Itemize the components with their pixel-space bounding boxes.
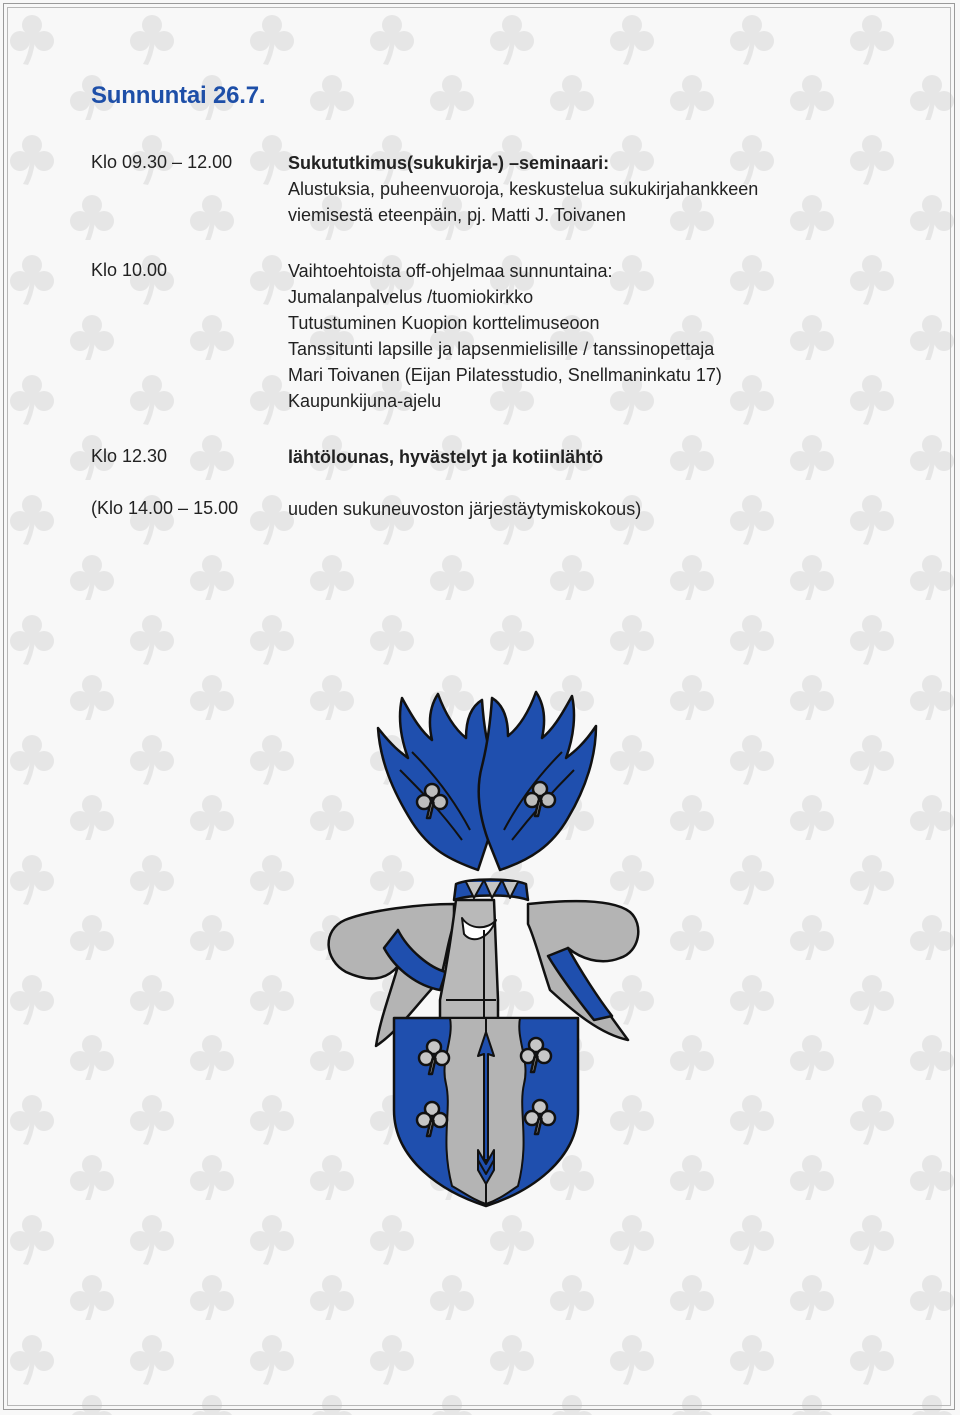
schedule-desc-1 <box>288 150 758 228</box>
schedule-line: viemisestä eteenpäin, pj. Matti J. Toivanen <box>288 205 626 225</box>
schedule-time-3: Klo 12.30 <box>91 446 168 466</box>
schedule-line: Mari Toivanen (Eijan Pilatesstudio, Snellmaninkatu 17) <box>288 365 722 385</box>
schedule-desc-3 <box>288 444 603 470</box>
schedule-title-3: lähtölounas, hyvästelyt ja kotiinlähtö <box>288 447 604 467</box>
schedule-time-2: Klo 10.00 <box>91 260 168 280</box>
schedule-line: Jumalanpalvelus /tuomiokirkko <box>288 287 534 307</box>
schedule-line: Tanssitunti lapsille ja lapsenmielisille / tanssinopettaja <box>288 339 715 359</box>
day-title: Sunnuntai 26.7. <box>91 82 266 109</box>
schedule-title-1: Sukututkimus(sukukirja-) –seminaari: <box>288 153 610 173</box>
schedule-line: Tutustuminen Kuopion korttelimuseoon <box>288 313 600 333</box>
schedule-time-1: Klo 09.30 – 12.00 <box>91 152 233 172</box>
schedule-desc-2 <box>288 258 722 414</box>
schedule-line: Kaupunkijuna-ajelu <box>288 391 442 411</box>
schedule-time-4: (Klo 14.00 – 15.00 <box>91 498 239 518</box>
schedule-line: Alustuksia, puheenvuoroja, keskustelua sukukirjahankkeen <box>288 179 759 199</box>
schedule-line: Vaihtoehtoista off-ohjelmaa sunnuntaina: <box>288 261 613 281</box>
schedule-line: uuden sukuneuvoston järjestäytymiskokous) <box>288 499 642 519</box>
schedule-desc-4 <box>288 496 641 522</box>
